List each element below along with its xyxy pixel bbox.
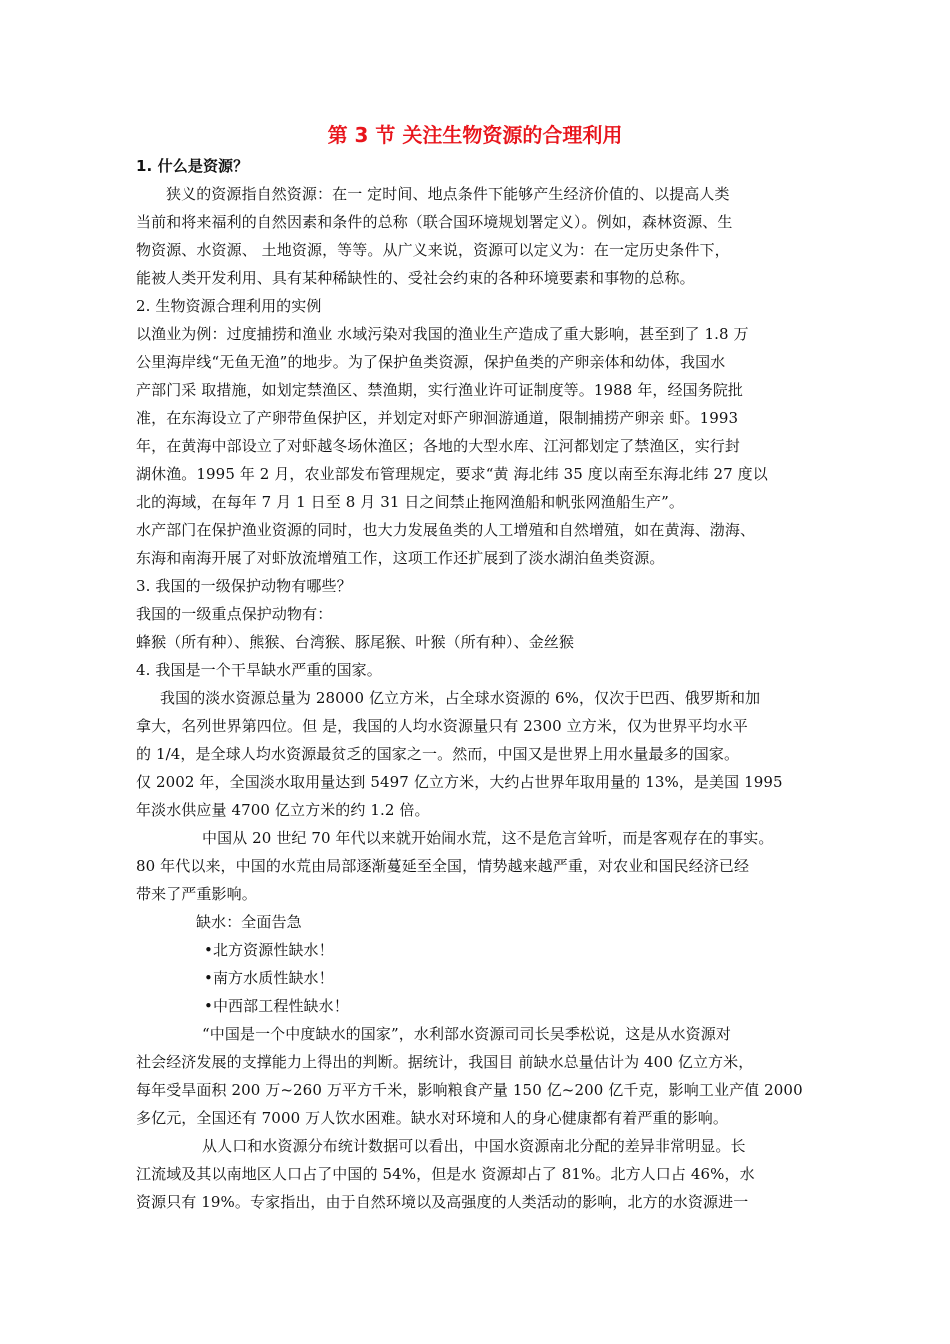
- paragraph-line: 当前和将来福利的自然因素和条件的总称（联合国环境规划署定义）。例如，森林资源、生: [136, 213, 733, 231]
- paragraph-line: “中国是一个中度缺水的国家”，水利部水资源司司长吴季松说，这是从水资源对: [202, 1025, 731, 1043]
- section-heading-2: 2. 生物资源合理利用的实例: [136, 297, 322, 315]
- section-heading-3: 3. 我国的一级保护动物有哪些？: [136, 577, 352, 595]
- paragraph-line: 拿大，名列世界第四位。但 是，我国的人均水资源量只有 2300 立方米，仅为世界平均水平: [136, 717, 748, 735]
- section-heading-1: 1. 什么是资源？: [136, 157, 249, 175]
- paragraph-line: 80 年代以来，中国的水荒由局部逐渐蔓延至全国，情势越来越严重，对农业和国民经济已经: [136, 857, 750, 875]
- paragraph-line: 多亿元，全国还有 7000 万人饮水困难。缺水对环境和人的身心健康都有着严重的影响。: [136, 1109, 728, 1127]
- page-title: 第 3 节 关注生物资源的合理利用: [327, 123, 623, 147]
- paragraph-line: 资源只有 19%。专家指出，由于自然环境以及高强度的人类活动的影响，北方的水资源进一: [136, 1193, 749, 1211]
- bullet-item: •北方资源性缺水！: [204, 941, 334, 959]
- paragraph-line: 中国从 20 世纪 70 年代以来就开始闹水荒，这不是危言耸听，而是客观存在的事实。: [202, 829, 774, 847]
- paragraph-line: 仅 2002 年，全国淡水取用量达到 5497 亿立方米，大约占世界年取用量的 13%，是美国 1995: [136, 773, 783, 791]
- paragraph-line: 蜂猴（所有种）、熊猴、台湾猴、豚尾猴、叶猴（所有种）、金丝猴: [136, 633, 575, 651]
- paragraph-line: 准，在东海设立了产卵带鱼保护区，并划定对虾产卵洄游通道，限制捕捞产卵亲 虾。1993: [136, 409, 739, 427]
- paragraph-line: 从人口和水资源分布统计数据可以看出，中国水资源南北分配的差异非常明显。长: [202, 1137, 746, 1155]
- paragraph-line: 每年受旱面积 200 万~260 万平方千米，影响粮食产量 150 亿~200 亿千克，影响工业产值 2000: [136, 1081, 803, 1099]
- bullet-item: •南方水质性缺水！: [204, 969, 334, 987]
- paragraph-line: 社会经济发展的支撑能力上得出的判断。据统计，我国目 前缺水总量估计为 400 亿立方米，: [136, 1053, 754, 1071]
- paragraph-line: 水产部门在保护渔业资源的同时，也大力发展鱼类的人工增殖和自然增殖，如在黄海、渤海、: [136, 521, 756, 539]
- paragraph-line: 以渔业为例：过度捕捞和渔业 水域污染对我国的渔业生产造成了重大影响，甚至到了 1.8 万: [136, 325, 749, 343]
- paragraph-line: 北的海域，在每年 7 月 1 日至 8 月 31 日之间禁止拖网渔船和帆张网渔船生产”。: [136, 493, 684, 511]
- bullet-item: •中西部工程性缺水！: [204, 997, 349, 1015]
- list-heading: 缺水：全面告急: [196, 913, 302, 931]
- paragraph-line: 我国的淡水资源总量为 28000 亿立方米，占全球水资源的 6%，仅次于巴西、俄罗斯和加: [160, 689, 761, 707]
- paragraph-line: 能被人类开发利用、具有某种稀缺性的、受社会约束的各种环境要素和事物的总称。: [136, 269, 695, 287]
- paragraph-line: 狭义的资源指自然资源：在一 定时间、地点条件下能够产生经济价值的、以提高人类: [166, 185, 730, 203]
- paragraph-line: 带来了严重影响。: [136, 885, 257, 903]
- paragraph-line: 东海和南海开展了对虾放流增殖工作，这项工作还扩展到了淡水湖泊鱼类资源。: [136, 549, 665, 567]
- paragraph-line: 年淡水供应量 4700 亿立方米的约 1.2 倍。: [136, 801, 430, 819]
- paragraph-line: 物资源、水资源、 土地资源，等等。从广义来说，资源可以定义为：在一定历史条件下，: [136, 241, 730, 259]
- section-heading-4: 4. 我国是一个干旱缺水严重的国家。: [136, 661, 382, 679]
- paragraph-line: 的 1/4，是全球人均水资源最贫乏的国家之一。然而，中国又是世界上用水量最多的国家。: [136, 745, 740, 763]
- paragraph-line: 年，在黄海中部设立了对虾越冬场休渔区；各地的大型水库、江河都划定了禁渔区，实行封: [136, 437, 741, 455]
- paragraph-line: 湖休渔。1995 年 2 月，农业部发布管理规定，要求“黄 海北纬 35 度以南至东海北纬 27 度以: [136, 465, 768, 483]
- paragraph-line: 产部门采 取措施，如划定禁渔区、禁渔期，实行渔业许可证制度等。1988 年，经国务院批: [136, 381, 744, 399]
- paragraph-line: 我国的一级重点保护动物有：: [136, 605, 333, 623]
- paragraph-line: 江流域及其以南地区人口占了中国的 54%，但是水 资源却占了 81%。北方人口占 46%，水: [136, 1165, 755, 1183]
- paragraph-line: 公里海岸线“无鱼无渔”的地步。为了保护鱼类资源，保护鱼类的产卵亲体和幼体，我国水: [136, 353, 726, 371]
